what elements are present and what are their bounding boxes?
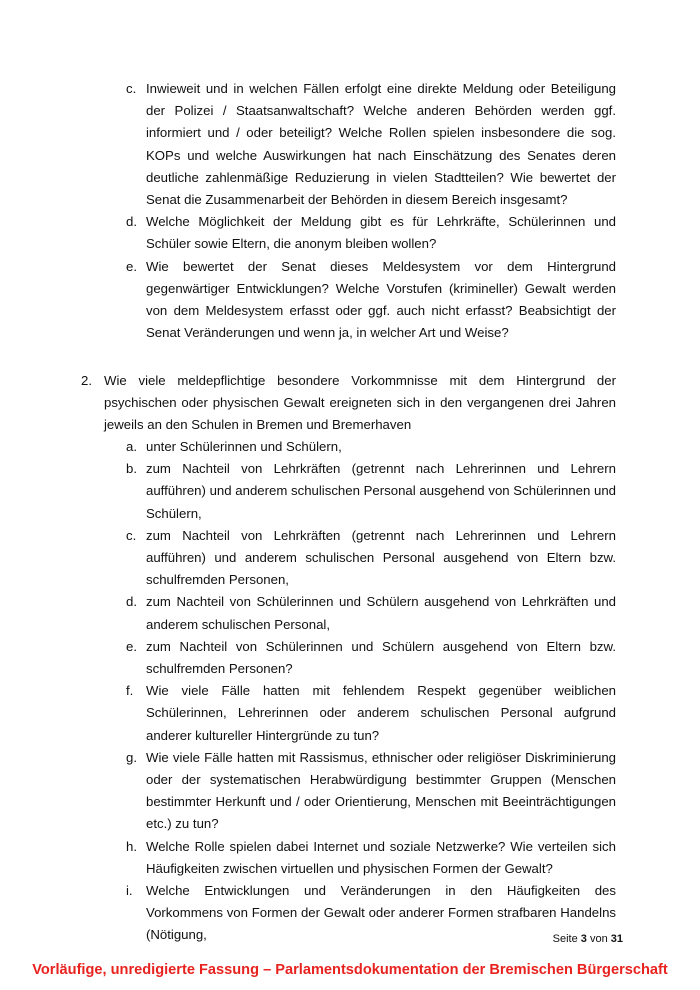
question-number: 2. xyxy=(81,373,92,388)
list-marker: c. xyxy=(126,527,137,543)
list-item-text: unter Schülerinnen und Schülern, xyxy=(146,439,342,454)
list-item-text: Inwieweit und in welchen Fällen erfolgt eine direkte Meldung oder Beteiligung der Polizei / Staatsanwaltschaft? Welche anderen Behörden werden ggf. informiert und / oder beteiligt? Welche Rollen spielen insbesondere die sog. KOPs und welche Auswirkungen hat nach Einschätzung des Senates deren deutliche zahlenmäßige Reduzierung in vielen Stadtteilen? Wie bewertet der Senat die Zusammenarbeit der Behörden in diesem Bereich insgesamt? xyxy=(146,81,616,208)
sub-question-list-1 xyxy=(0,78,700,344)
list-marker: f. xyxy=(126,683,134,699)
question-text: Wie viele meldepflichtige besondere Vorkommnisse mit dem Hintergrund der psychischen oder physischen Gewalt ereigneten sich in den vergangenen drei Jahren jeweils an den Schulen in Bremen und Bremerhaven xyxy=(104,373,616,433)
list-item xyxy=(126,211,616,255)
list-marker: h. xyxy=(126,838,137,854)
list-item xyxy=(126,747,616,836)
list-item-text: zum Nachteil von Schülerinnen und Schülern ausgehend von Eltern bzw. schulfremden Personen? xyxy=(146,638,616,677)
page-separator: von xyxy=(586,933,611,945)
sub-question-list-2 xyxy=(0,436,700,947)
list-item-text: Wie viele Fälle hatten mit Rassismus, ethnischer oder religiöser Diskriminierung oder der systematischen Herabwürdigung bestimmter Gruppen (Menschen bestimmter Herkunft und / oder Orientierung, Menschen mit Beeinträchtigungen etc.) zu tun? xyxy=(146,749,616,832)
list-item-text: Welche Rolle spielen dabei Internet und soziale Netzwerke? Wie verteilen sich Häufigkeiten zwischen virtuellen und physischen Formen der Gewalt? xyxy=(146,838,616,876)
list-marker: d. xyxy=(126,594,137,610)
list-marker: c. xyxy=(126,81,137,96)
list-marker: d. xyxy=(126,214,137,230)
list-item xyxy=(126,256,616,345)
list-item xyxy=(126,591,616,635)
list-item xyxy=(126,836,616,880)
list-item-text: Wie bewertet der Senat dieses Meldesystem vor dem Hintergrund gegenwärtiger Entwicklungen? Welche Vorstufen (krimineller) Gewalt werden von dem Meldesystem erfasst oder ggf. auch nicht erfasst? Beabsichtigt der Senat Veränderungen und wenn ja, in welcher Art und Weise? xyxy=(146,258,616,341)
list-item-text: Wie viele Fälle hatten mit fehlendem Respekt gegenüber weiblichen Schülerinnen, Lehrerinnen oder anderem schulischen Personal aufgrund anderer kultureller Hintergründe zu tun? xyxy=(146,683,616,743)
list-item-text: zum Nachteil von Schülerinnen und Schülern ausgehend von Lehrkräften und anderem schulischen Personal, xyxy=(146,594,616,632)
list-item-text: zum Nachteil von Lehrkräften (getrennt nach Lehrerinnen und Lehrern aufführen) und anderem schulischen Personal ausgehend von Schülerinnen und Schülern, xyxy=(146,461,616,521)
page-number xyxy=(553,933,623,945)
list-item-text: zum Nachteil von Lehrkräften (getrennt nach Lehrerinnen und Lehrern aufführen) und anderem schulischen Personal ausgehend von Eltern bzw. schulfremden Personen, xyxy=(146,527,616,588)
list-marker: e. xyxy=(126,258,137,274)
list-item xyxy=(126,525,616,592)
list-item-text: Welche Entwicklungen und Veränderungen in den Häufigkeiten des Vorkommens von Formen der Gewalt oder anderer Formen strafbaren Handelns (Nötigung, xyxy=(146,883,616,943)
list-item xyxy=(126,636,616,680)
list-item xyxy=(126,880,616,947)
draft-banner: Vorläufige, unredigierte Fassung – Parlamentsdokumentation der Bremischen Bürgerschaft xyxy=(32,962,668,978)
page-total: 31 xyxy=(610,933,623,945)
list-marker: g. xyxy=(126,749,137,765)
list-marker: b. xyxy=(126,461,137,477)
list-item xyxy=(126,458,616,525)
list-item xyxy=(126,680,616,747)
list-item xyxy=(126,78,616,211)
list-item xyxy=(126,436,616,458)
question-2 xyxy=(81,370,616,437)
page-current: 3 xyxy=(580,933,587,945)
list-marker: i. xyxy=(126,883,133,899)
list-item-text: Welche Möglichkeit der Meldung gibt es für Lehrkräfte, Schülerinnen und Schüler sowie Eltern, die anonym bleiben wollen? xyxy=(146,214,616,252)
list-marker: a. xyxy=(126,439,137,454)
page-prefix: Seite xyxy=(552,933,581,945)
list-marker: e. xyxy=(126,638,137,654)
